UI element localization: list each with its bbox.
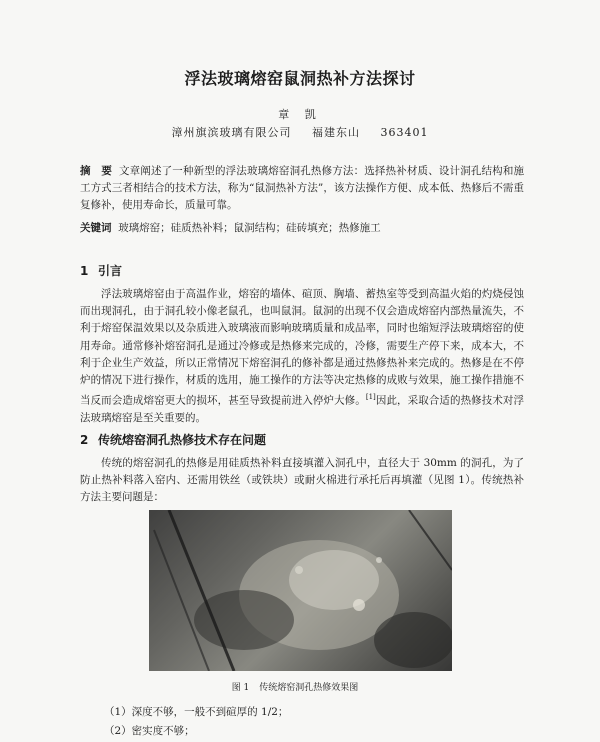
section-1-heading xyxy=(80,262,122,279)
figure-1-label: 图 1 xyxy=(231,683,250,693)
affiliation-postcode: 363401 xyxy=(380,126,429,139)
keywords xyxy=(80,220,524,236)
section-1-text: 浮法玻璃熔窑由于高温作业，熔窑的墙体、碹顶、胸墙、蓄热室等受到高温火焰的灼烧侵蚀而出现洞孔，由于洞孔较小像老鼠孔，也叫鼠洞。鼠洞的出现不仅会造成熔窑内部热量流失，不利于熔窑保温效果以及杂质进入玻璃液而影响玻璃质量和成品率，同时也缩短浮法玻璃熔窑的使用寿命。通常修补熔窑洞孔是通过冷修或是热修来完成的，冷修，需要生产停下来，成本大，不利于企业生产效益，所以正常情况下熔窑洞孔的修补都是通过热修热补来完成的。热修是在不停炉的情况下进行操作，材质的选用，施工操作的方法等决定热修的成败与效果，施工操作措施不当反而会造成熔窑更大的损坏，甚至导致提前进入停炉大修。 xyxy=(80,288,524,407)
figure-1-caption-text: 传统熔窑洞孔热修效果图 xyxy=(259,683,359,693)
section-2-heading xyxy=(80,431,266,448)
section-2-number: 2 xyxy=(80,433,89,447)
abstract xyxy=(80,163,524,214)
keywords-label: 关键词 xyxy=(80,222,112,234)
paper-title: 浮法玻璃熔窑鼠洞热补方法探讨 xyxy=(184,69,416,88)
affiliation-location: 福建东山 xyxy=(312,126,360,139)
affiliation xyxy=(0,124,600,140)
keywords-text: 玻璃熔窑；硅质热补料；鼠洞结构；硅砖填充；热修施工 xyxy=(118,222,381,234)
list-item-1: （1）深度不够，一般不到碹厚的 1/2； xyxy=(104,706,289,718)
section-2-title: 传统熔窑洞孔热修技术存在问题 xyxy=(98,433,267,447)
author-name: 章 凯 xyxy=(278,108,322,121)
figure-1-caption xyxy=(0,680,600,693)
section-2-paragraph: 传统的熔窑洞孔的热修是用硅质热补料直接填灌入洞孔中，直径大于 30mm 的洞孔，为了防止热补料落入窑内、还需用铁丝（或铁块）或耐火棉进行承托后再填灌（见图 1）。传统热补方法主要问题是： xyxy=(80,457,524,504)
section-1-paragraph xyxy=(80,286,524,427)
section-1-title: 引言 xyxy=(98,264,123,278)
figure-1-photo xyxy=(149,510,452,671)
citation: [1] xyxy=(365,393,376,402)
furnace-hole-photo xyxy=(149,510,452,671)
list-item-2: （2）密实度不够； xyxy=(104,725,195,737)
abstract-text: 文章阐述了一种新型的浮法玻璃熔窑洞孔热修方法：选择热补材质、设计洞孔结构和施工方式三者相结合的技术方法，称为“鼠洞热补方法”，该方法操作方便、成本低、热修后不需重复修补，使用寿命长，质量可靠。 xyxy=(80,165,524,211)
section-1-number: 1 xyxy=(80,264,89,278)
section-1-text-tail: 因此，采取合适的热修技术对浮法玻璃熔窑是至关重要的。 xyxy=(80,394,525,424)
affiliation-company: 漳州旗滨玻璃有限公司 xyxy=(171,126,292,139)
abstract-label: 摘 要 xyxy=(80,165,112,177)
